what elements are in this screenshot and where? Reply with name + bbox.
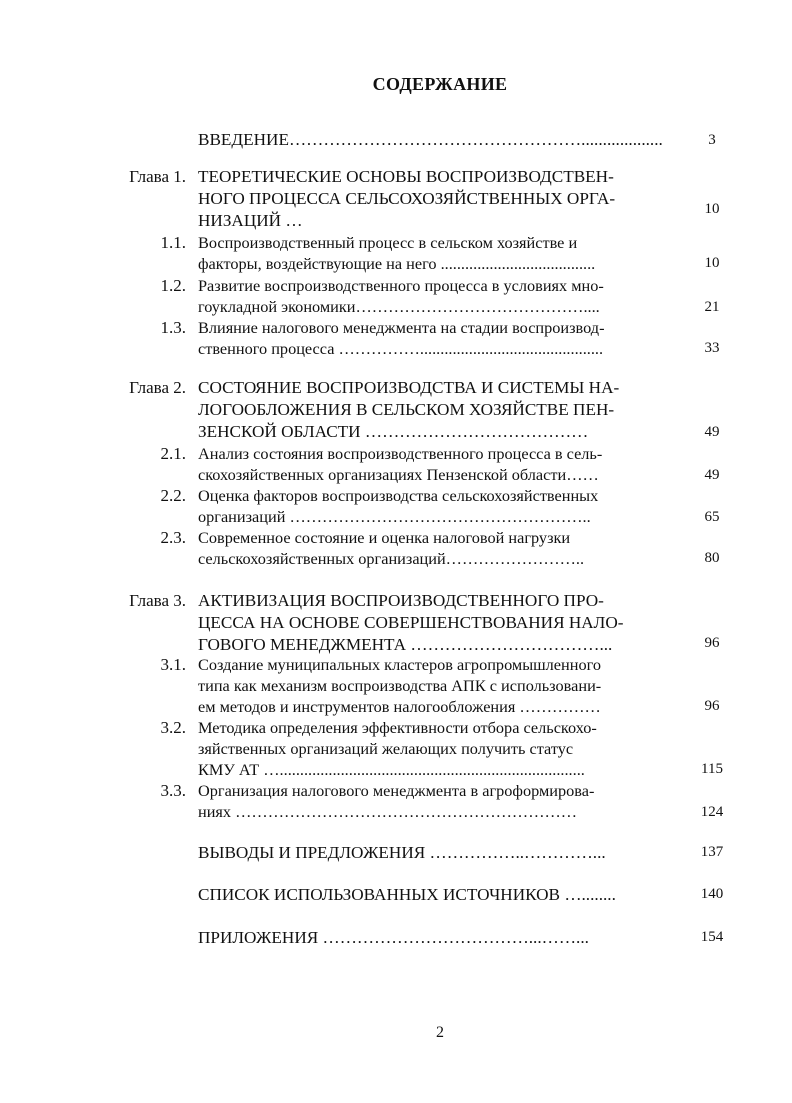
toc-entry-line: СОСТОЯНИЕ ВОСПРОИЗВОДСТВА И СИСТЕМЫ НА- (198, 378, 620, 397)
toc-entry-line: организаций ……………………………………………….. (198, 507, 591, 526)
toc-entry-line: Влияние налогового менеджмента на стадии воспроизвод- (198, 318, 605, 337)
toc-entry-line: ВВЕДЕНИЕ……………………………………………................... (198, 130, 663, 149)
toc-entry-page: 140 (700, 886, 724, 902)
toc-entry-line: ем методов и инструментов налогообложения …………… (198, 697, 601, 716)
toc-entry-page: 124 (700, 804, 724, 820)
toc-entry-text (198, 275, 664, 317)
toc-entry-line: Современное состояние и оценка налоговой нагрузки (198, 528, 571, 547)
toc-entry-line: Развитие воспроизводственного процесса в условиях мно- (198, 276, 604, 295)
toc-entry-text (198, 717, 664, 780)
toc-entry-page: 10 (704, 201, 720, 217)
toc-entry-label: Глава 1. (129, 167, 186, 186)
toc-entry-label: 2.1. (160, 444, 186, 463)
toc-entry-line: ПРИЛОЖЕНИЯ ………………………………...……... (198, 928, 589, 947)
toc-entry-text (198, 232, 664, 274)
toc-entry-line: Воспроизводственный процесс в сельском хозяйстве и (198, 233, 578, 252)
toc-entry-page: 49 (704, 424, 720, 440)
toc-entry-text (198, 377, 664, 443)
toc-entry-text (198, 590, 664, 656)
toc-entry-text (198, 527, 664, 569)
toc-entry-line: ниях ……………………………………………………… (198, 802, 578, 821)
toc-entry-page: 3 (708, 132, 716, 148)
page-number: 2 (436, 1024, 444, 1041)
toc-entry-text (198, 317, 664, 359)
toc-entry-line: НОГО ПРОЦЕССА СЕЛЬСОХОЗЯЙСТВЕННЫХ ОРГА- (198, 189, 616, 208)
toc-entry-line: Методика определения эффективности отбора сельскохо- (198, 718, 597, 737)
toc-entry-page: 154 (700, 929, 724, 945)
toc-entry-line: типа как механизм воспроизводства АПК с использовани- (198, 676, 602, 695)
toc-entry-page: 96 (704, 635, 720, 651)
toc-entry-label: 1.2. (160, 276, 186, 295)
toc-entry-line: ГОВОГО МЕНЕДЖМЕНТА ……………………………... (198, 635, 613, 654)
toc-entry-text (198, 443, 664, 485)
toc-entry-line: Анализ состояния воспроизводственного процесса в сель- (198, 444, 603, 463)
toc-entry-page: 80 (704, 550, 720, 566)
toc-entry-line: ВЫВОДЫ И ПРЕДЛОЖЕНИЯ ……………..…………... (198, 843, 606, 862)
toc-entry-line: КМУ АТ …........................................................................... (198, 760, 585, 779)
toc-entry-label: 2.3. (160, 528, 186, 547)
toc-entry-page: 65 (704, 509, 720, 525)
toc-entry-line: скохозяйственных организациях Пензенской области…… (198, 465, 599, 484)
toc-entry-line: ЗЕНСКОЙ ОБЛАСТИ ………………………………… (198, 422, 589, 441)
toc-entry-line: НИЗАЦИЙ … (198, 211, 303, 230)
toc-entry-line: гоукладной экономики…………………………………….... (198, 297, 600, 316)
toc-entry-text (198, 129, 664, 151)
page-title: СОДЕРЖАНИЕ (372, 74, 508, 94)
toc-entry-page: 96 (704, 698, 720, 714)
toc-entry-label: Глава 3. (129, 591, 186, 610)
toc-entry-line: ЦЕССА НА ОСНОВЕ СОВЕРШЕНСТВОВАНИЯ НАЛО- (198, 613, 624, 632)
toc-entry-page: 21 (704, 299, 720, 315)
toc-entry-line: факторы, воздействующие на него ...................................... (198, 254, 596, 273)
toc-entry-line: Организация налогового менеджмента в агроформирова- (198, 781, 595, 800)
toc-entry-page: 115 (701, 761, 723, 777)
toc-entry-label: Глава 2. (129, 378, 186, 397)
toc-entry-line: ственного процесса ……………............................................. (198, 339, 604, 358)
toc-entry-label: 1.3. (160, 318, 186, 337)
toc-entry-label: 2.2. (160, 486, 186, 505)
toc-entry-text (198, 884, 664, 906)
toc-entry-line: зяйственных организаций желающих получить статус (198, 739, 574, 758)
toc-entry-page: 49 (704, 467, 720, 483)
toc-entry-label: 3.2. (160, 718, 186, 737)
toc-entry-line: сельскохозяйственных организаций…………………….. (198, 549, 585, 568)
toc-entry-line: Оценка факторов воспроизводства сельскохозяйственных (198, 486, 599, 505)
toc-entry-label: 3.1. (160, 655, 186, 674)
toc-entry-label: 1.1. (160, 233, 186, 252)
toc-entry-text (198, 842, 664, 864)
toc-entry-page: 137 (700, 844, 724, 860)
toc-entry-text (198, 485, 664, 527)
toc-entry-line: ТЕОРЕТИЧЕСКИЕ ОСНОВЫ ВОСПРОИЗВОДСТВЕН- (198, 167, 614, 186)
toc-entry-line: ЛОГООБЛОЖЕНИЯ В СЕЛЬСКОМ ХОЗЯЙСТВЕ ПЕН- (198, 400, 615, 419)
toc-entry-line: Создание муниципальных кластеров агропромышленного (198, 655, 602, 674)
toc-entry-text (198, 166, 664, 232)
toc-entry-page: 10 (704, 255, 720, 271)
toc-entry-line: СПИСОК ИСПОЛЬЗОВАННЫХ ИСТОЧНИКОВ …........ (198, 885, 616, 904)
toc-entry-page: 33 (704, 340, 720, 356)
toc-entry-text (198, 654, 664, 717)
toc-entry-text (198, 927, 664, 949)
toc-entry-label: 3.3. (160, 781, 186, 800)
toc-entry-text (198, 780, 664, 822)
toc-entry-line: АКТИВИЗАЦИЯ ВОСПРОИЗВОДСТВЕННОГО ПРО- (198, 591, 604, 610)
